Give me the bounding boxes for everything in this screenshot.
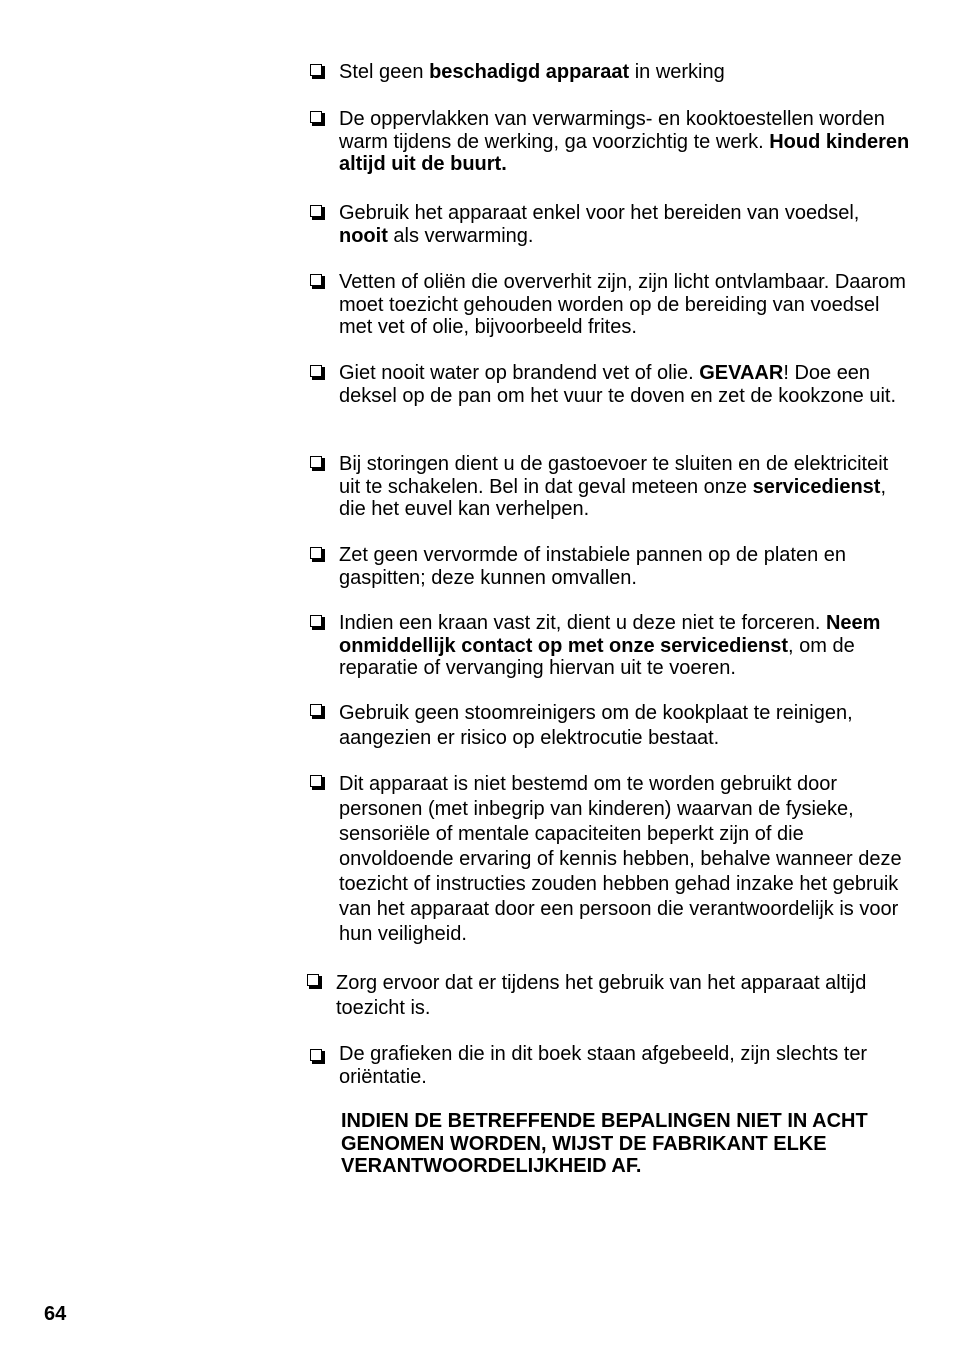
item-text: Gebruik geen stoomreinigers om de kookplaat te reinigen, aangezien er risico op elektrocutie bestaat. xyxy=(339,702,853,749)
checkbox-bullet-icon xyxy=(310,615,322,627)
list-item xyxy=(310,453,910,521)
list-item xyxy=(310,362,910,407)
checkbox-bullet-icon xyxy=(307,974,319,986)
checkbox-bullet-icon xyxy=(310,547,322,559)
item-text: Giet nooit water op brandend vet of olie. GEVAAR! Doe een deksel op de pan om het vuur te doven en zet de kookzone uit. xyxy=(339,362,897,407)
checkbox-bullet-icon xyxy=(310,111,322,123)
list-item xyxy=(310,612,910,680)
item-text: Zet geen vervormde of instabiele pannen op de platen en gaspitten; deze kunnen omvallen. xyxy=(339,544,847,589)
item-text: Stel geen beschadigd apparaat in werking xyxy=(339,61,725,83)
list-item xyxy=(307,971,907,1021)
item-text: Dit apparaat is niet bestemd om te worden gebruikt door personen (met inbegrip van kinderen) waarvan de fysieke, sensoriële of mentale capaciteiten beperkt zijn of die onvoldoende ervaring of kennis hebben, behalve wanneer deze toezicht of instructies zouden hebben gehad inzake het gebruik van het apparaat door een persoon die verantwoordelijk is voor hun veiligheid. xyxy=(339,773,902,945)
checkbox-bullet-icon xyxy=(310,365,322,377)
list-item xyxy=(310,202,910,247)
item-text: De oppervlakken van verwarmings- en kooktoestellen worden warm tijdens de werking, ga voorzichtig te werk. Houd kinderen altijd uit de buurt. xyxy=(339,108,910,175)
list-item xyxy=(310,61,910,84)
item-text: Indien een kraan vast zit, dient u deze niet te forceren. Neem onmiddellijk contact op met onze servicedienst, om de reparatie of vervanging hiervan uit te voeren. xyxy=(339,612,881,679)
list-item xyxy=(310,108,910,176)
item-text: Bij storingen dient u de gastoevoer te sluiten en de elektriciteit uit te schakelen. Bel in dat geval meteen onze servicedienst, die het euvel kan verhelpen. xyxy=(339,453,889,520)
item-text: De grafieken die in dit boek staan afgebeeld, zijn slechts ter oriëntatie. xyxy=(339,1043,868,1088)
list-item xyxy=(310,271,910,339)
list-item xyxy=(310,701,910,751)
checkbox-bullet-icon xyxy=(310,704,322,716)
checkbox-bullet-icon xyxy=(310,64,322,76)
page-number: 64 xyxy=(44,1303,67,1325)
item-text: Gebruik het apparaat enkel voor het bereiden van voedsel, nooit als verwarming. xyxy=(339,202,860,247)
list-item xyxy=(310,544,910,589)
list-item xyxy=(310,1043,910,1088)
liability-warning: INDIEN DE BETREFFENDE BEPALINGEN NIET IN ACHT GENOMEN WORDEN, WIJST DE FABRIKANT ELKE VERANTWOORDELIJKHEID AF. xyxy=(341,1110,868,1177)
item-text: Vetten of oliën die oververhit zijn, zijn licht ontvlambaar. Daarom moet toezicht gehouden worden op de bereiding van voedsel met vet of olie, bijvoorbeeld frites. xyxy=(339,271,906,338)
checkbox-bullet-icon xyxy=(310,1049,322,1061)
checkbox-bullet-icon xyxy=(310,775,322,787)
list-item xyxy=(310,772,910,947)
checkbox-bullet-icon xyxy=(310,205,322,217)
checkbox-bullet-icon xyxy=(310,274,322,286)
item-text: Zorg ervoor dat er tijdens het gebruik van het apparaat altijd toezicht is. xyxy=(336,972,867,1019)
checkbox-bullet-icon xyxy=(310,456,322,468)
